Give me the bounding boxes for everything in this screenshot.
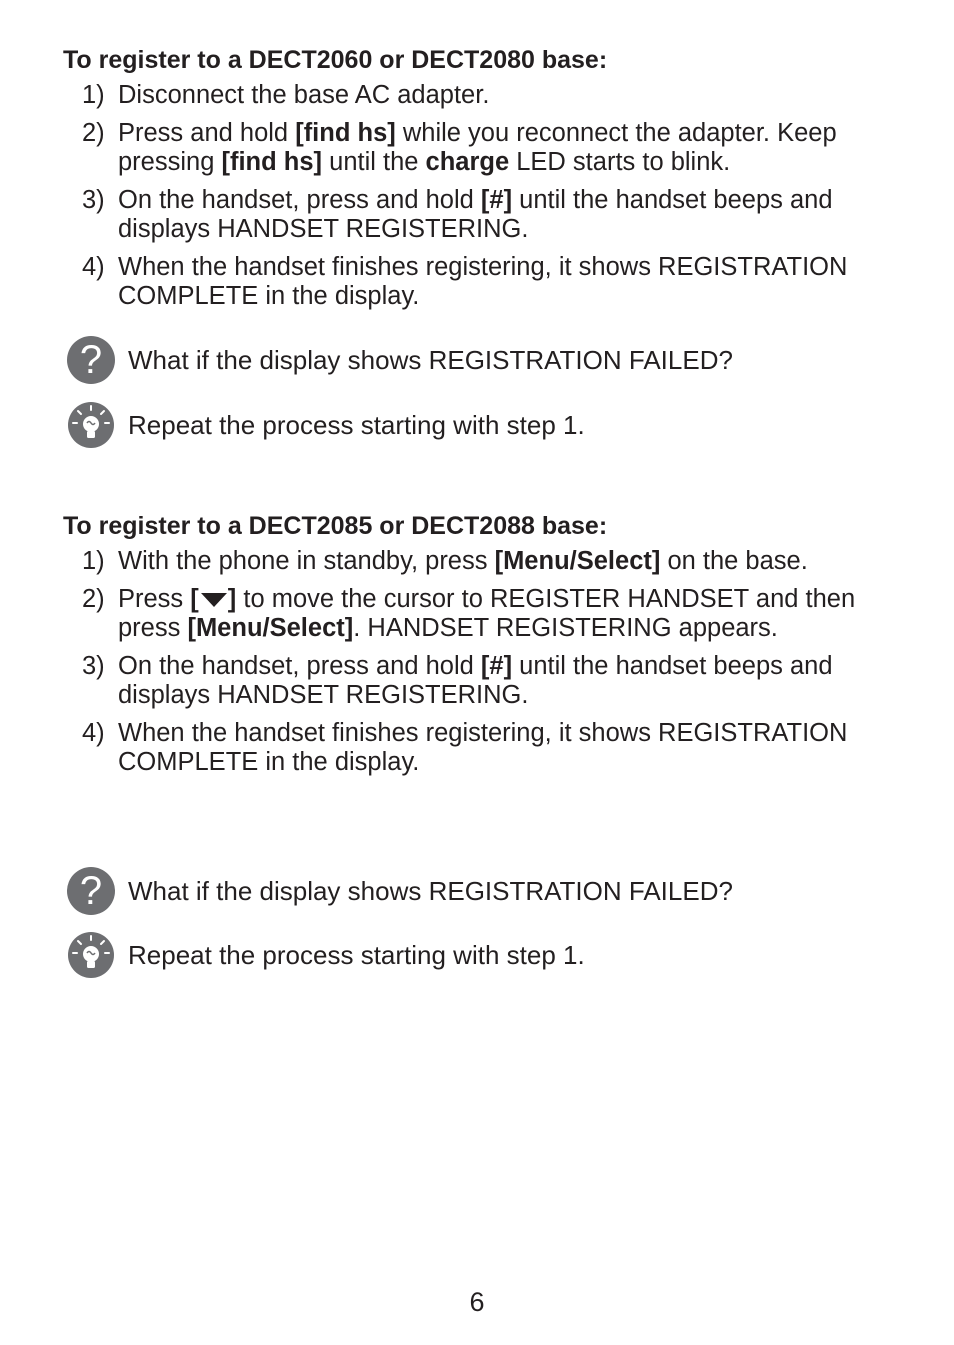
section-dect2085-2088 [63, 510, 903, 777]
faq-question [67, 867, 733, 915]
step-text: When the handset finishes registering, it shows REGISTRATION COMPLETE in the display. [118, 253, 848, 310]
key-label: charge [425, 148, 510, 176]
faq-question [67, 336, 733, 384]
lightbulb-icon [67, 931, 115, 979]
step-number: 1) [82, 81, 105, 109]
key-label: [#] [480, 652, 513, 680]
tip-text: Repeat the process starting with step 1. [128, 940, 585, 970]
question-text: What if the display shows REGISTRATION FAILED? [128, 876, 733, 906]
section-heading: To register to a DECT2060 or DECT2080 base: [63, 46, 608, 74]
step-text: . HANDSET REGISTERING appears. [353, 614, 778, 642]
lightbulb-icon [67, 401, 115, 449]
step-text: Press [118, 585, 191, 613]
down-triangle-icon [201, 593, 227, 607]
key-label: [Menu/Select] [494, 547, 661, 575]
step-item [63, 119, 903, 177]
question-text: What if the display shows REGISTRATION FAILED? [128, 345, 733, 375]
step-number: 2) [82, 585, 105, 613]
key-label: [find hs] [221, 148, 323, 176]
steps-list [63, 81, 903, 311]
key-label: ] [227, 585, 237, 613]
faq-tip [67, 931, 585, 979]
step-text: LED starts to blink. [509, 148, 731, 176]
step-number: 3) [82, 652, 105, 680]
key-label: [Menu/Select] [187, 614, 354, 642]
key-label: [find hs] [295, 119, 396, 147]
step-text: until the handset beeps and displays HANDSET REGISTERING. [118, 186, 833, 243]
section-heading: To register to a DECT2085 or DECT2088 base: [63, 512, 608, 540]
step-text: to move the cursor to REGISTER HANDSET and then press [118, 585, 856, 642]
step-item [63, 81, 903, 110]
step-item [63, 186, 903, 244]
section-dect2060-2080 [63, 44, 903, 311]
question-mark-icon: ? [67, 867, 115, 915]
step-number: 3) [82, 186, 105, 214]
step-item [63, 719, 903, 777]
tip-text: Repeat the process starting with step 1. [128, 410, 585, 440]
step-item [63, 547, 903, 576]
step-text: until the [322, 148, 426, 176]
step-text: while you reconnect the adapter. Keep pressing [118, 119, 837, 176]
steps-list [63, 547, 903, 777]
step-text: On the handset, press and hold [118, 186, 481, 214]
step-text: When the handset finishes registering, it shows REGISTRATION COMPLETE in the display. [118, 719, 848, 776]
step-number: 4) [82, 719, 105, 747]
step-text: With the phone in standby, press [118, 547, 495, 575]
step-number: 4) [82, 253, 105, 281]
page-number: 6 [469, 1287, 485, 1317]
key-label: [#] [480, 186, 513, 214]
key-label: [ [190, 585, 199, 613]
step-text: until the handset beeps and displays HANDSET REGISTERING. [118, 652, 833, 709]
step-text: on the base. [660, 547, 808, 575]
step-item [63, 253, 903, 311]
question-mark-icon: ? [67, 336, 115, 384]
step-number: 2) [82, 119, 105, 147]
step-text: Disconnect the base AC adapter. [118, 81, 490, 109]
step-item [63, 652, 903, 710]
step-number: 1) [82, 547, 105, 575]
step-text: Press and hold [118, 119, 296, 147]
faq-tip [67, 401, 585, 449]
step-text: On the handset, press and hold [118, 652, 481, 680]
step-item [63, 585, 903, 643]
